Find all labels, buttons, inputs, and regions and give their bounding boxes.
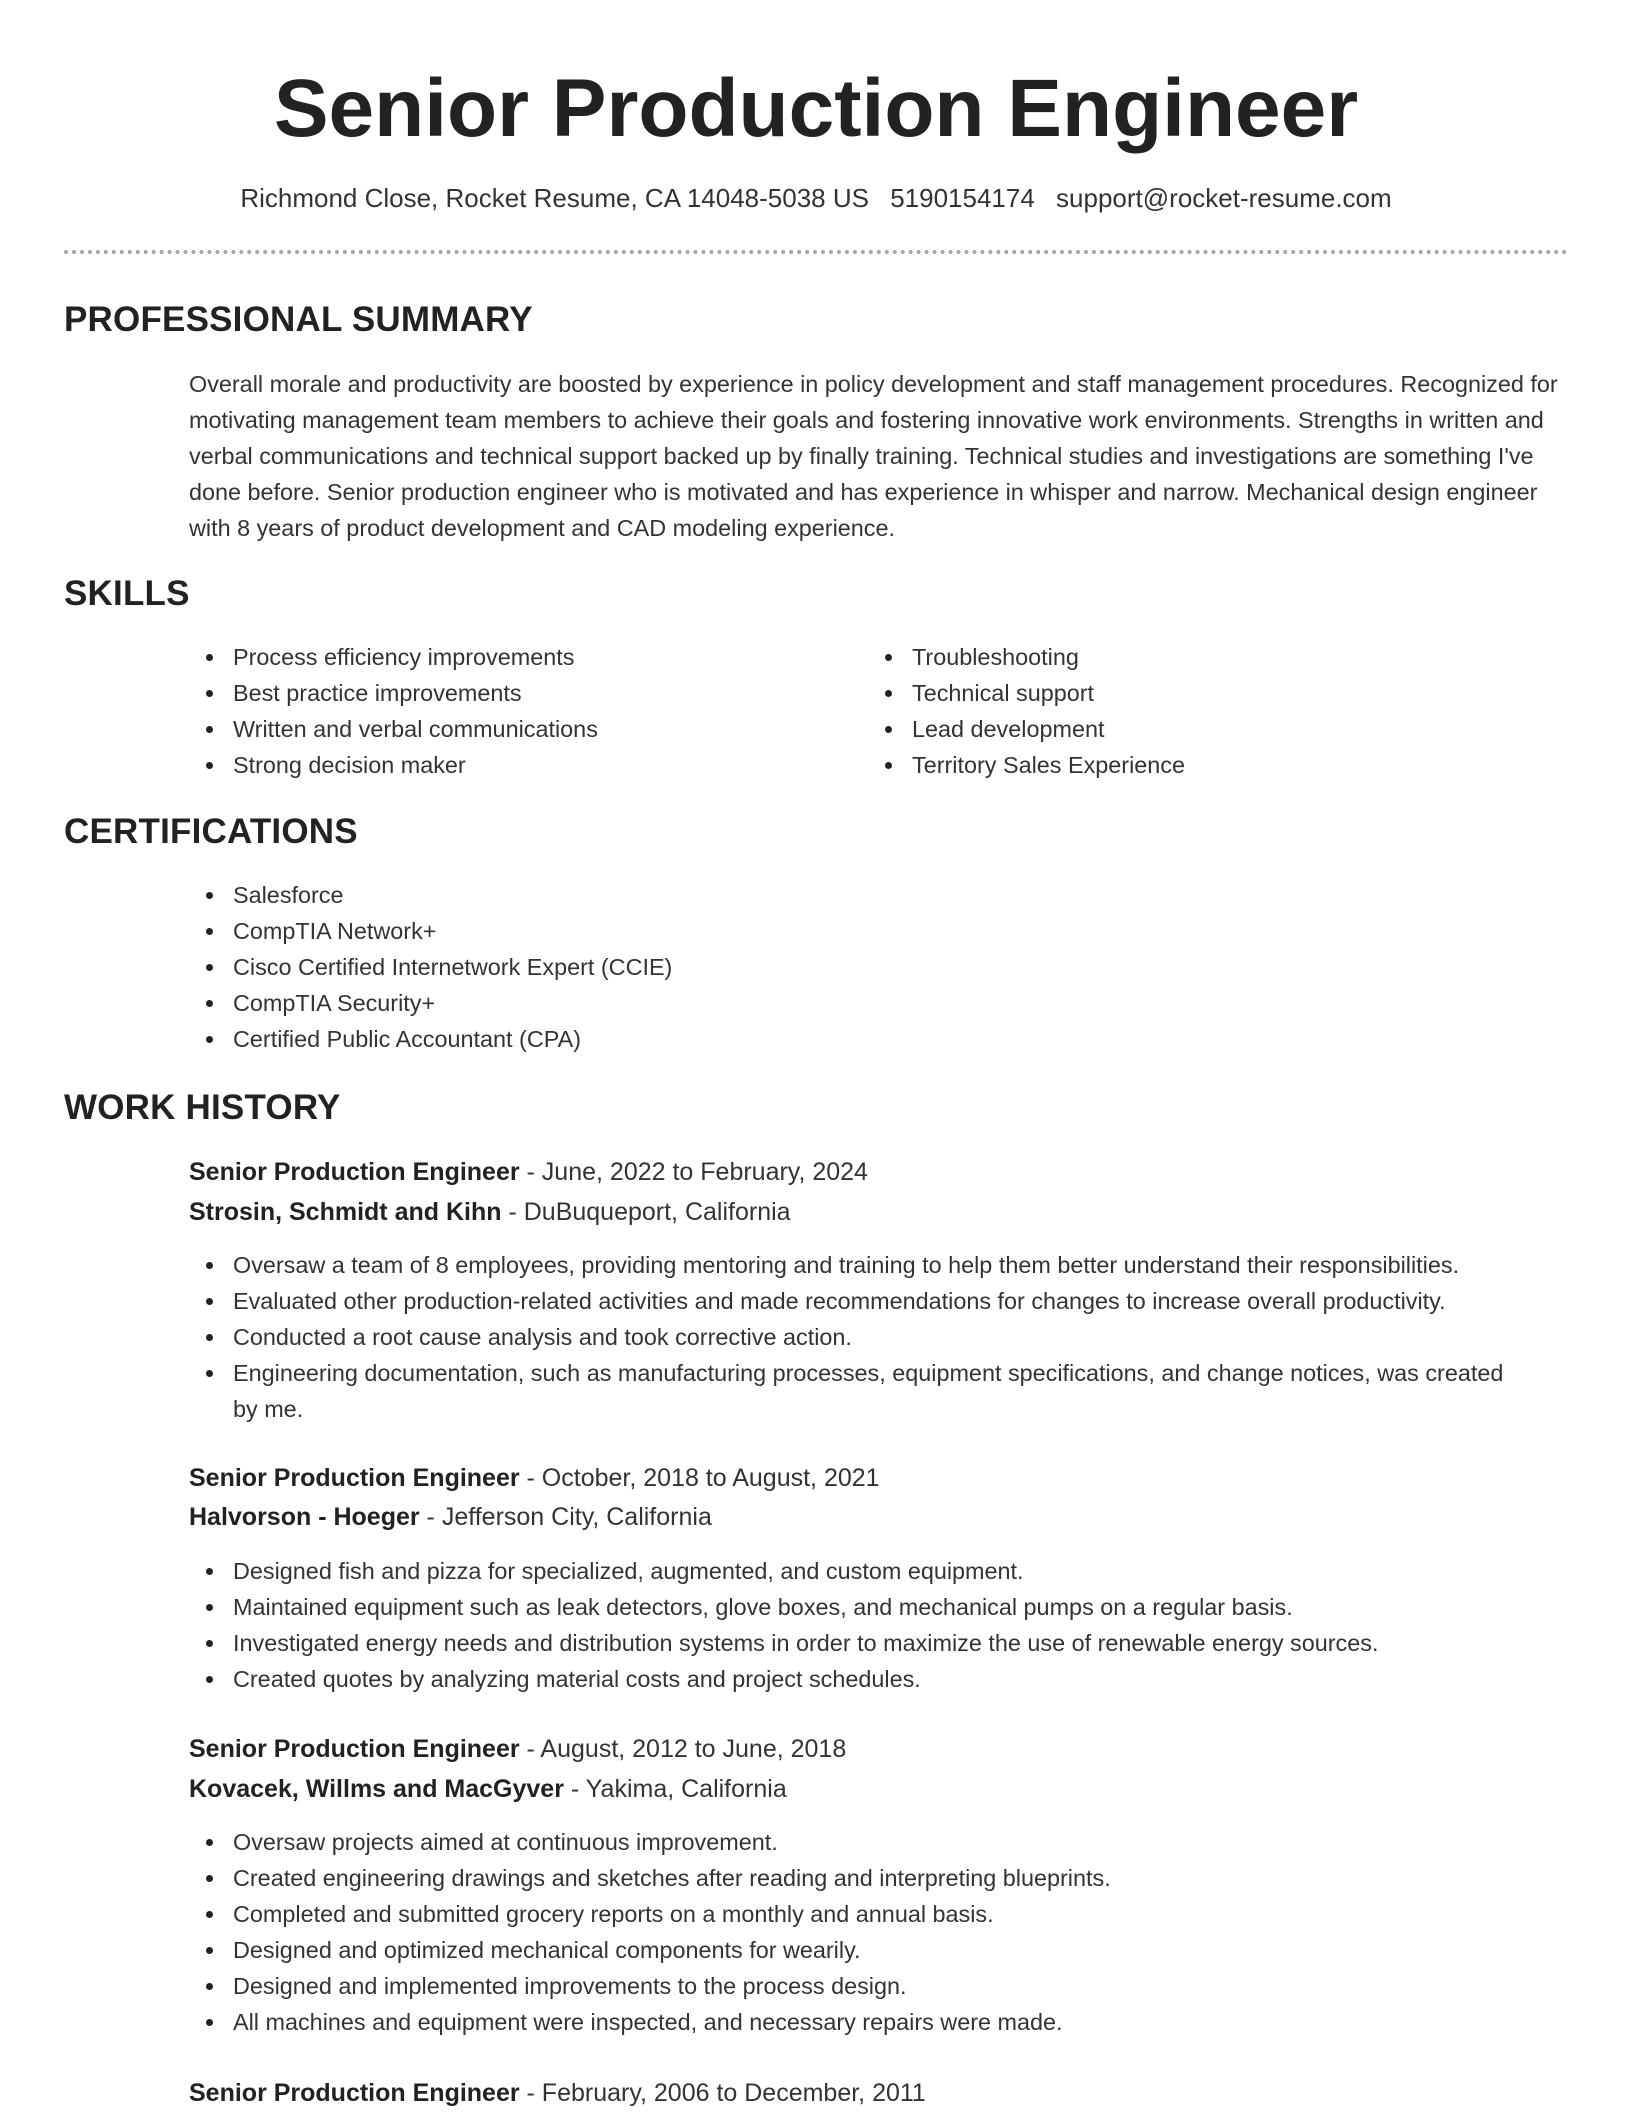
- contact-phone: 5190154174: [890, 183, 1035, 213]
- job-1-company: Strosin, Schmidt and Kihn: [189, 1198, 502, 1226]
- job-2-company: Halvorson - Hoeger: [189, 1503, 420, 1531]
- job-1-title-line: [189, 1154, 868, 1190]
- job-2-location: - Jefferson City, California: [419, 1503, 712, 1531]
- job-2-company-line: [189, 1499, 712, 1535]
- list-item: Lead development: [868, 711, 1528, 747]
- job-3-company: Kovacek, Willms and MacGyver: [189, 1775, 564, 1803]
- job-3-dates: - August, 2012 to June, 2018: [519, 1735, 847, 1763]
- section-title-work-history: WORK HISTORY: [64, 1088, 341, 1127]
- list-item: Engineering documentation, such as manufacturing processes, equipment specifications, and change notices, was created by me.: [189, 1355, 1533, 1427]
- job-1-role: Senior Production Engineer: [189, 1158, 520, 1186]
- list-item: Oversaw projects aimed at continuous improvement.: [189, 1824, 1579, 1860]
- list-item: Cisco Certified Internetwork Expert (CCIE): [189, 949, 1189, 985]
- job-2-dates: - October, 2018 to August, 2021: [519, 1464, 880, 1492]
- section-title-certifications: CERTIFICATIONS: [64, 812, 358, 851]
- job-4-role: Senior Production Engineer: [189, 2079, 520, 2107]
- certifications-list: [189, 877, 1189, 1057]
- skills-list-right: [868, 639, 1528, 783]
- list-item: All machines and equipment were inspected, and necessary repairs were made.: [189, 2004, 1579, 2040]
- job-3-role: Senior Production Engineer: [189, 1735, 520, 1763]
- list-item: Designed fish and pizza for specialized, augmented, and custom equipment.: [189, 1553, 1579, 1589]
- section-title-skills: SKILLS: [64, 574, 190, 613]
- job-3-bullets: [189, 1824, 1579, 2040]
- job-2-role: Senior Production Engineer: [189, 1464, 520, 1492]
- job-1-bullets: [189, 1247, 1579, 1427]
- list-item: Best practice improvements: [189, 675, 849, 711]
- contact-address: Richmond Close, Rocket Resume, CA 14048-5038 US: [240, 183, 869, 213]
- job-3-location: - Yakima, California: [563, 1775, 787, 1803]
- list-item: Completed and submitted grocery reports on a monthly and annual basis.: [189, 1896, 1579, 1932]
- job-1-location: - DuBuqueport, California: [501, 1198, 791, 1226]
- list-item: Technical support: [868, 675, 1528, 711]
- job-4-title-line: [189, 2075, 926, 2111]
- list-item: Designed and implemented improvements to the process design.: [189, 1968, 1579, 2004]
- list-item: Created engineering drawings and sketches after reading and interpreting blueprints.: [189, 1860, 1579, 1896]
- summary-text: Overall morale and productivity are boosted by experience in policy development and staff management procedures. Recognized for motivating management team members to achieve their goals and fostering innovative work environments. Strengths in written and verbal communications and technical support backed up by finally training. Technical studies and investigations are something I've done before. Senior production engineer who is motivated and has experience in whisper and narrow. Mechanical design engineer with 8 years of product development and CAD modeling experience.: [189, 371, 1558, 541]
- header-divider: [64, 250, 1568, 254]
- list-item: Oversaw a team of 8 employees, providing mentoring and training to help them better understand their responsibilities.: [189, 1247, 1579, 1283]
- contact-line: [0, 180, 1632, 216]
- contact-email: support@rocket-resume.com: [1056, 183, 1392, 213]
- list-item: Strong decision maker: [189, 747, 849, 783]
- list-item: Designed and optimized mechanical components for wearily.: [189, 1932, 1579, 1968]
- resume-name: Senior Production Engineer: [273, 63, 1359, 154]
- list-item: Conducted a root cause analysis and took corrective action.: [189, 1319, 1579, 1355]
- list-item: CompTIA Network+: [189, 913, 1189, 949]
- skills-list-left: [189, 639, 849, 783]
- section-title-summary: PROFESSIONAL SUMMARY: [64, 300, 533, 339]
- list-item: Process efficiency improvements: [189, 639, 849, 675]
- job-3-title-line: [189, 1731, 846, 1767]
- list-item: Territory Sales Experience: [868, 747, 1528, 783]
- list-item: Created quotes by analyzing material costs and project schedules.: [189, 1661, 1579, 1697]
- job-3-company-line: [189, 1771, 787, 1807]
- list-item: Maintained equipment such as leak detectors, glove boxes, and mechanical pumps on a regular basis.: [189, 1589, 1579, 1625]
- list-item: Salesforce: [189, 877, 1189, 913]
- list-item: Evaluated other production-related activities and made recommendations for changes to increase overall productivity.: [189, 1283, 1579, 1319]
- list-item: Certified Public Accountant (CPA): [189, 1021, 1189, 1057]
- list-item: Troubleshooting: [868, 639, 1528, 675]
- list-item: Written and verbal communications: [189, 711, 849, 747]
- list-item: Investigated energy needs and distribution systems in order to maximize the use of renewable energy sources.: [189, 1625, 1579, 1661]
- job-1-dates: - June, 2022 to February, 2024: [519, 1158, 868, 1186]
- job-4-dates: - February, 2006 to December, 2011: [519, 2079, 926, 2107]
- job-2-title-line: [189, 1460, 880, 1496]
- job-2-bullets: [189, 1553, 1579, 1697]
- list-item: CompTIA Security+: [189, 985, 1189, 1021]
- job-1-company-line: [189, 1194, 791, 1230]
